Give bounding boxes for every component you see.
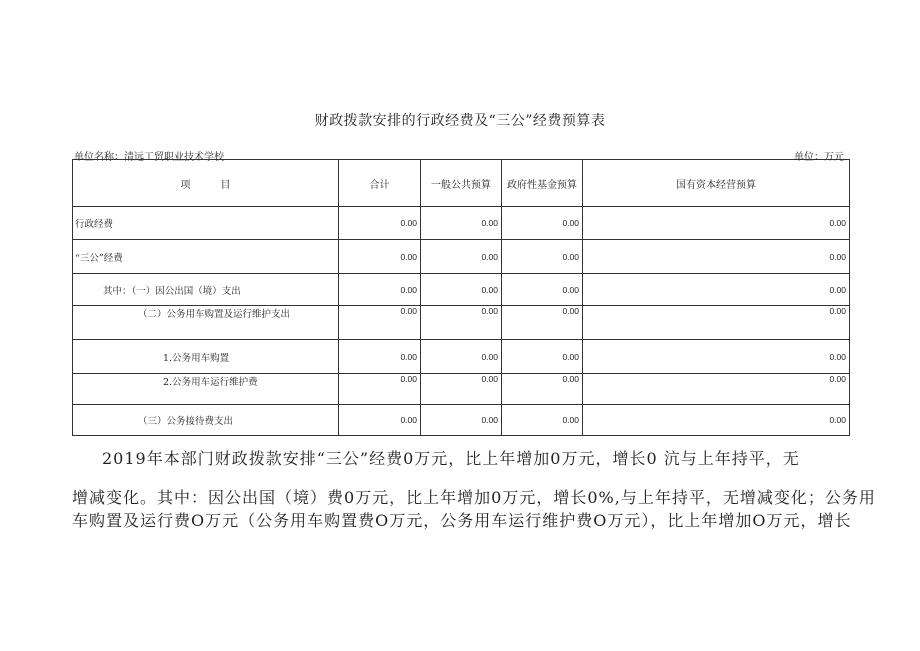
budget-table — [72, 159, 850, 436]
header-fund-budget: 政府性基金预算 — [502, 160, 583, 207]
cell-state: 0.00 — [583, 405, 850, 436]
table-row — [73, 240, 850, 274]
cell-total: 0.00 — [339, 207, 421, 240]
row-label: “三公”经费 — [73, 240, 339, 274]
cell-fund: 0.00 — [502, 405, 583, 436]
cell-total: 0.00 — [339, 240, 421, 274]
cell-fund: 0.00 — [502, 274, 583, 306]
cell-total: 0.00 — [339, 374, 421, 405]
row-label: 1.公务用车购置 — [73, 340, 339, 374]
cell-general: 0.00 — [421, 274, 502, 306]
table-row — [73, 405, 850, 436]
cell-state: 0.00 — [583, 340, 850, 374]
currency-unit: 单位：万元 — [794, 152, 844, 163]
table-row — [73, 374, 850, 405]
row-label: 2.公务用车运行维护费 — [73, 374, 339, 405]
header-total: 合计 — [339, 160, 421, 207]
table-row — [73, 340, 850, 374]
row-label: 行政经费 — [73, 207, 339, 240]
cell-total: 0.00 — [339, 340, 421, 374]
row-label: （二）公务用车购置及运行维护支出 — [73, 306, 339, 340]
cell-general: 0.00 — [421, 340, 502, 374]
row-label: （三）公务接待费支出 — [73, 405, 339, 436]
cell-state: 0.00 — [583, 274, 850, 306]
paragraph-line-3: 车购置及运行费O万元（公务用车购置费O万元，公务用车运行维护费O万元），比上年增加O万元，增长 — [72, 511, 852, 530]
unit-name: 单位名称：清远工贸职业技术学校 — [74, 152, 224, 163]
table-row — [73, 207, 850, 240]
header-general-budget: 一般公共预算 — [421, 160, 502, 207]
cell-fund: 0.00 — [502, 306, 583, 340]
table-row — [73, 274, 850, 306]
cell-fund: 0.00 — [502, 374, 583, 405]
cell-total: 0.00 — [339, 274, 421, 306]
cell-total: 0.00 — [339, 405, 421, 436]
cell-general: 0.00 — [421, 306, 502, 340]
paragraph-line-1: 2019年本部门财政拨款安排“三公”经费0万元，比上年增加0万元，增长0 沆与上年持平，无 — [102, 449, 800, 468]
header-item: 项 目 — [73, 160, 339, 207]
table-row — [73, 306, 850, 340]
table-header-row — [73, 160, 850, 207]
cell-general: 0.00 — [421, 405, 502, 436]
cell-fund: 0.00 — [502, 240, 583, 274]
cell-general: 0.00 — [421, 374, 502, 405]
cell-state: 0.00 — [583, 374, 850, 405]
cell-general: 0.00 — [421, 207, 502, 240]
cell-fund: 0.00 — [502, 207, 583, 240]
paragraph-line-2: 增减变化。其中：因公出国（境）费0万元，比上年增加0万元，增长0%,与上年持平，无增减变化；公务用 — [72, 488, 876, 507]
page-title: 财政拨款安排的行政经费及“三公”经费预算表 — [314, 113, 606, 129]
header-state-capital-budget: 国有资本经营预算 — [583, 160, 850, 207]
cell-total: 0.00 — [339, 306, 421, 340]
cell-state: 0.00 — [583, 207, 850, 240]
cell-fund: 0.00 — [502, 340, 583, 374]
cell-state: 0.00 — [583, 240, 850, 274]
cell-general: 0.00 — [421, 240, 502, 274]
row-label: 其中：（一）因公出国（境）支出 — [73, 274, 339, 306]
cell-state: 0.00 — [583, 306, 850, 340]
